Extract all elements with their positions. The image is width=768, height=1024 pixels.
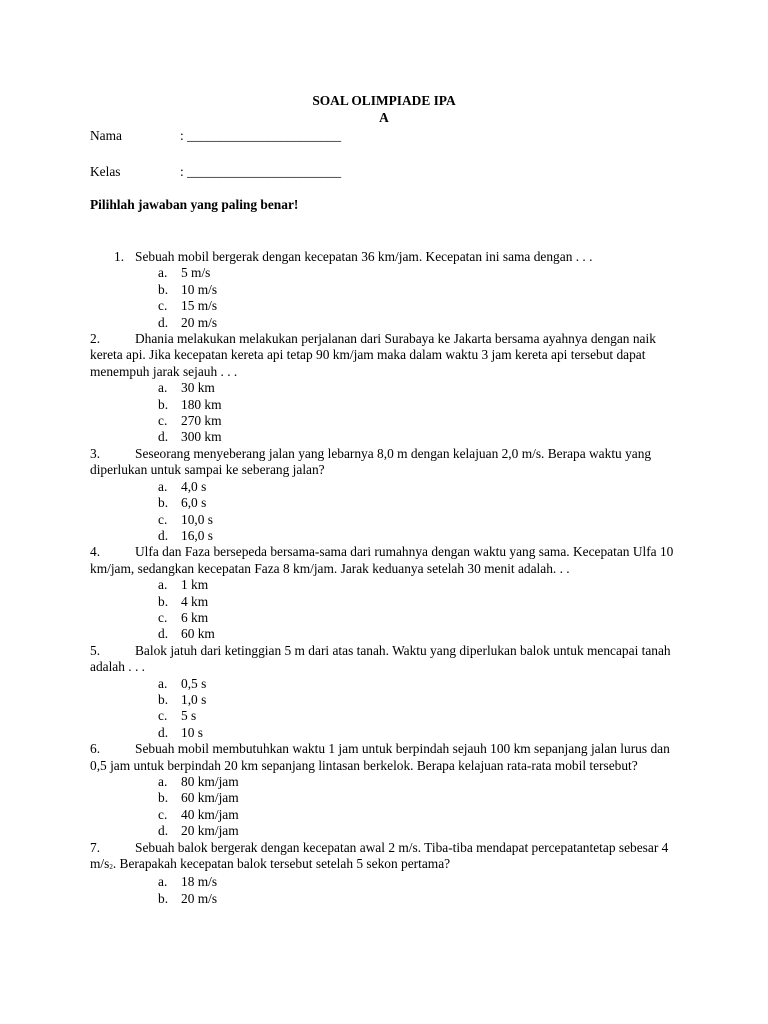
option-b: [90, 495, 680, 511]
option-a: [90, 479, 680, 495]
option-letter: d.: [158, 724, 169, 740]
option-text: 0,5 s: [181, 675, 207, 691]
question-text: Dhania melakukan melakukan perjalanan dari Surabaya ke Jakarta bersama ayahnya dengan naik kereta api. Jika kecepatan kereta api tetap 90 km/jam maka dalam waktu 3 jam kereta api tersebut dapat menempuh jarak sejauh . . .: [90, 331, 656, 379]
question-number: 1.: [114, 249, 125, 264]
document-subtitle: A: [379, 110, 389, 125]
question-2: [90, 331, 680, 446]
option-list: [90, 676, 680, 742]
question-text: Balok jatuh dari ketinggian 5 m dari atas tanah. Waktu yang diperlukan balok untuk mencapai tanah adalah . . .: [90, 642, 671, 675]
option-text: 10,0 s: [181, 511, 213, 527]
name-blank: : _______________________: [180, 128, 342, 143]
option-a: [90, 676, 680, 692]
option-c: [90, 708, 680, 724]
question-number: 6.: [90, 741, 101, 757]
option-letter: a.: [158, 577, 168, 593]
option-text: 80 km/jam: [181, 774, 239, 789]
option-letter: a.: [158, 675, 168, 691]
option-text: 10 m/s: [181, 281, 218, 297]
option-text: 4,0 s: [181, 478, 207, 494]
option-text: 30 km: [181, 380, 215, 396]
option-b: [90, 282, 680, 298]
option-text: 1,0 s: [181, 691, 207, 707]
option-letter: a.: [158, 265, 168, 281]
name-label: Nama: [90, 128, 122, 143]
option-d: [90, 315, 680, 331]
question-stem: [90, 249, 680, 265]
option-list: [90, 380, 680, 446]
question-text: Seseorang menyeberang jalan yang lebarnya 8,0 m dengan kelajuan 2,0 m/s. Berapa waktu yang diperlukan untuk sampai ke seberang jalan?: [90, 445, 652, 478]
option-letter: a.: [158, 874, 168, 890]
option-letter: d.: [158, 429, 169, 445]
option-list: [90, 265, 680, 331]
option-letter: c.: [158, 511, 168, 527]
option-text: 20 m/s: [181, 890, 218, 906]
option-letter: c.: [158, 609, 168, 625]
option-a: [90, 577, 680, 593]
question-stem: [90, 643, 680, 676]
option-text: 18 m/s: [181, 874, 218, 890]
option-text: 20 km/jam: [181, 823, 239, 839]
option-d: [90, 528, 680, 544]
option-a: [90, 874, 680, 890]
option-list: [90, 774, 680, 840]
option-letter: c.: [158, 298, 168, 314]
option-text: 40 km/jam: [181, 806, 239, 822]
option-text: 6 km: [181, 609, 209, 625]
question-6: [90, 741, 680, 839]
question-number: 5.: [90, 642, 101, 658]
option-text: 10 s: [181, 724, 203, 740]
question-text: Sebuah mobil membutuhkan waktu 1 jam untuk berpindah sejauh 100 km sepanjang jalan lurus dan 0,5 jam untuk berpindah 20 km sepanjang lintasan berkelok. Berapa kelajuan rata-rata mobil tersebut?: [90, 741, 670, 773]
question-stem: [90, 446, 680, 479]
option-b: [90, 397, 680, 413]
class-label: Kelas: [90, 164, 121, 179]
name-field: [90, 128, 341, 144]
option-letter: b.: [158, 281, 169, 297]
question-stem: [90, 840, 680, 875]
question-text-part-1: Sebuah balok bergerak dengan kecepatan awal 2 m/s. Tiba-tiba mendapat percepatantetap sebesar 4 m/s: [90, 839, 669, 872]
option-c: [90, 512, 680, 528]
option-letter: b.: [158, 495, 169, 511]
option-letter: b.: [158, 396, 169, 412]
question-text-part-2: . Berapakah kecepatan balok tersebut setelah 5 sekon pertama?: [112, 856, 451, 872]
option-text: 60 km: [181, 626, 215, 642]
option-list: [90, 479, 680, 545]
option-letter: b.: [158, 790, 169, 806]
question-3: [90, 446, 680, 544]
option-letter: d.: [158, 823, 169, 839]
option-d: [90, 725, 680, 741]
option-b: [90, 594, 680, 610]
option-letter: c.: [158, 708, 168, 724]
option-b: [90, 790, 680, 806]
option-d: [90, 823, 680, 839]
question-5: [90, 643, 680, 741]
option-b: [90, 692, 680, 708]
option-text: 300 km: [181, 429, 222, 445]
question-7: [90, 840, 680, 908]
option-letter: d.: [158, 314, 169, 330]
question-text: Sebuah mobil bergerak dengan kecepatan 36 km/jam. Kecepatan ini sama dengan . . .: [135, 249, 593, 264]
question-number: 4.: [90, 544, 101, 560]
option-letter: b.: [158, 890, 169, 906]
option-letter: a.: [158, 380, 168, 396]
question-4: [90, 544, 680, 642]
option-a: [90, 774, 680, 790]
question-stem: [90, 741, 680, 774]
option-c: [90, 807, 680, 823]
question-stem: [90, 544, 680, 577]
question-1: [90, 249, 680, 331]
option-list: [90, 874, 680, 907]
class-field: [90, 164, 341, 180]
option-c: [90, 413, 680, 429]
option-text: 60 km/jam: [181, 790, 239, 806]
instruction: Pilihlah jawaban yang paling benar!: [90, 197, 299, 212]
option-text: 270 km: [181, 413, 222, 429]
option-list: [90, 577, 680, 643]
option-c: [90, 298, 680, 314]
option-text: 180 km: [181, 396, 222, 412]
document-title: SOAL OLIMPIADE IPA: [312, 93, 456, 108]
option-a: [90, 265, 680, 281]
option-text: 16,0 s: [181, 527, 213, 543]
question-text: Ulfa dan Faza bersepeda bersama-sama dari rumahnya dengan waktu yang sama. Kecepatan Ulfa 10 km/jam, sedangkan kecepatan Faza 8 km/jam. Jarak keduanya setelah 30 menit adalah. . .: [90, 544, 674, 576]
option-letter: d.: [158, 626, 169, 642]
option-d: [90, 429, 680, 445]
option-text: 20 m/s: [181, 314, 218, 330]
option-letter: b.: [158, 593, 169, 609]
option-d: [90, 626, 680, 642]
class-blank: : _______________________: [180, 164, 342, 179]
option-letter: c.: [158, 413, 168, 429]
option-a: [90, 380, 680, 396]
option-letter: c.: [158, 806, 168, 822]
question-stem: [90, 331, 680, 380]
small-mark: 2: [109, 863, 113, 872]
option-b: [90, 891, 680, 907]
option-letter: b.: [158, 691, 169, 707]
option-letter: d.: [158, 527, 169, 543]
question-number: 2.: [90, 331, 101, 347]
option-letter: a.: [158, 774, 168, 789]
option-text: 4 km: [181, 593, 209, 609]
option-text: 1 km: [181, 577, 209, 593]
question-number: 3.: [90, 445, 101, 461]
option-text: 5 m/s: [181, 265, 211, 281]
option-text: 6,0 s: [181, 495, 207, 511]
question-number: 7.: [90, 839, 101, 855]
option-c: [90, 610, 680, 626]
question-list: [90, 249, 680, 907]
option-text: 15 m/s: [181, 298, 218, 314]
option-text: 5 s: [181, 708, 197, 724]
option-letter: a.: [158, 478, 168, 494]
